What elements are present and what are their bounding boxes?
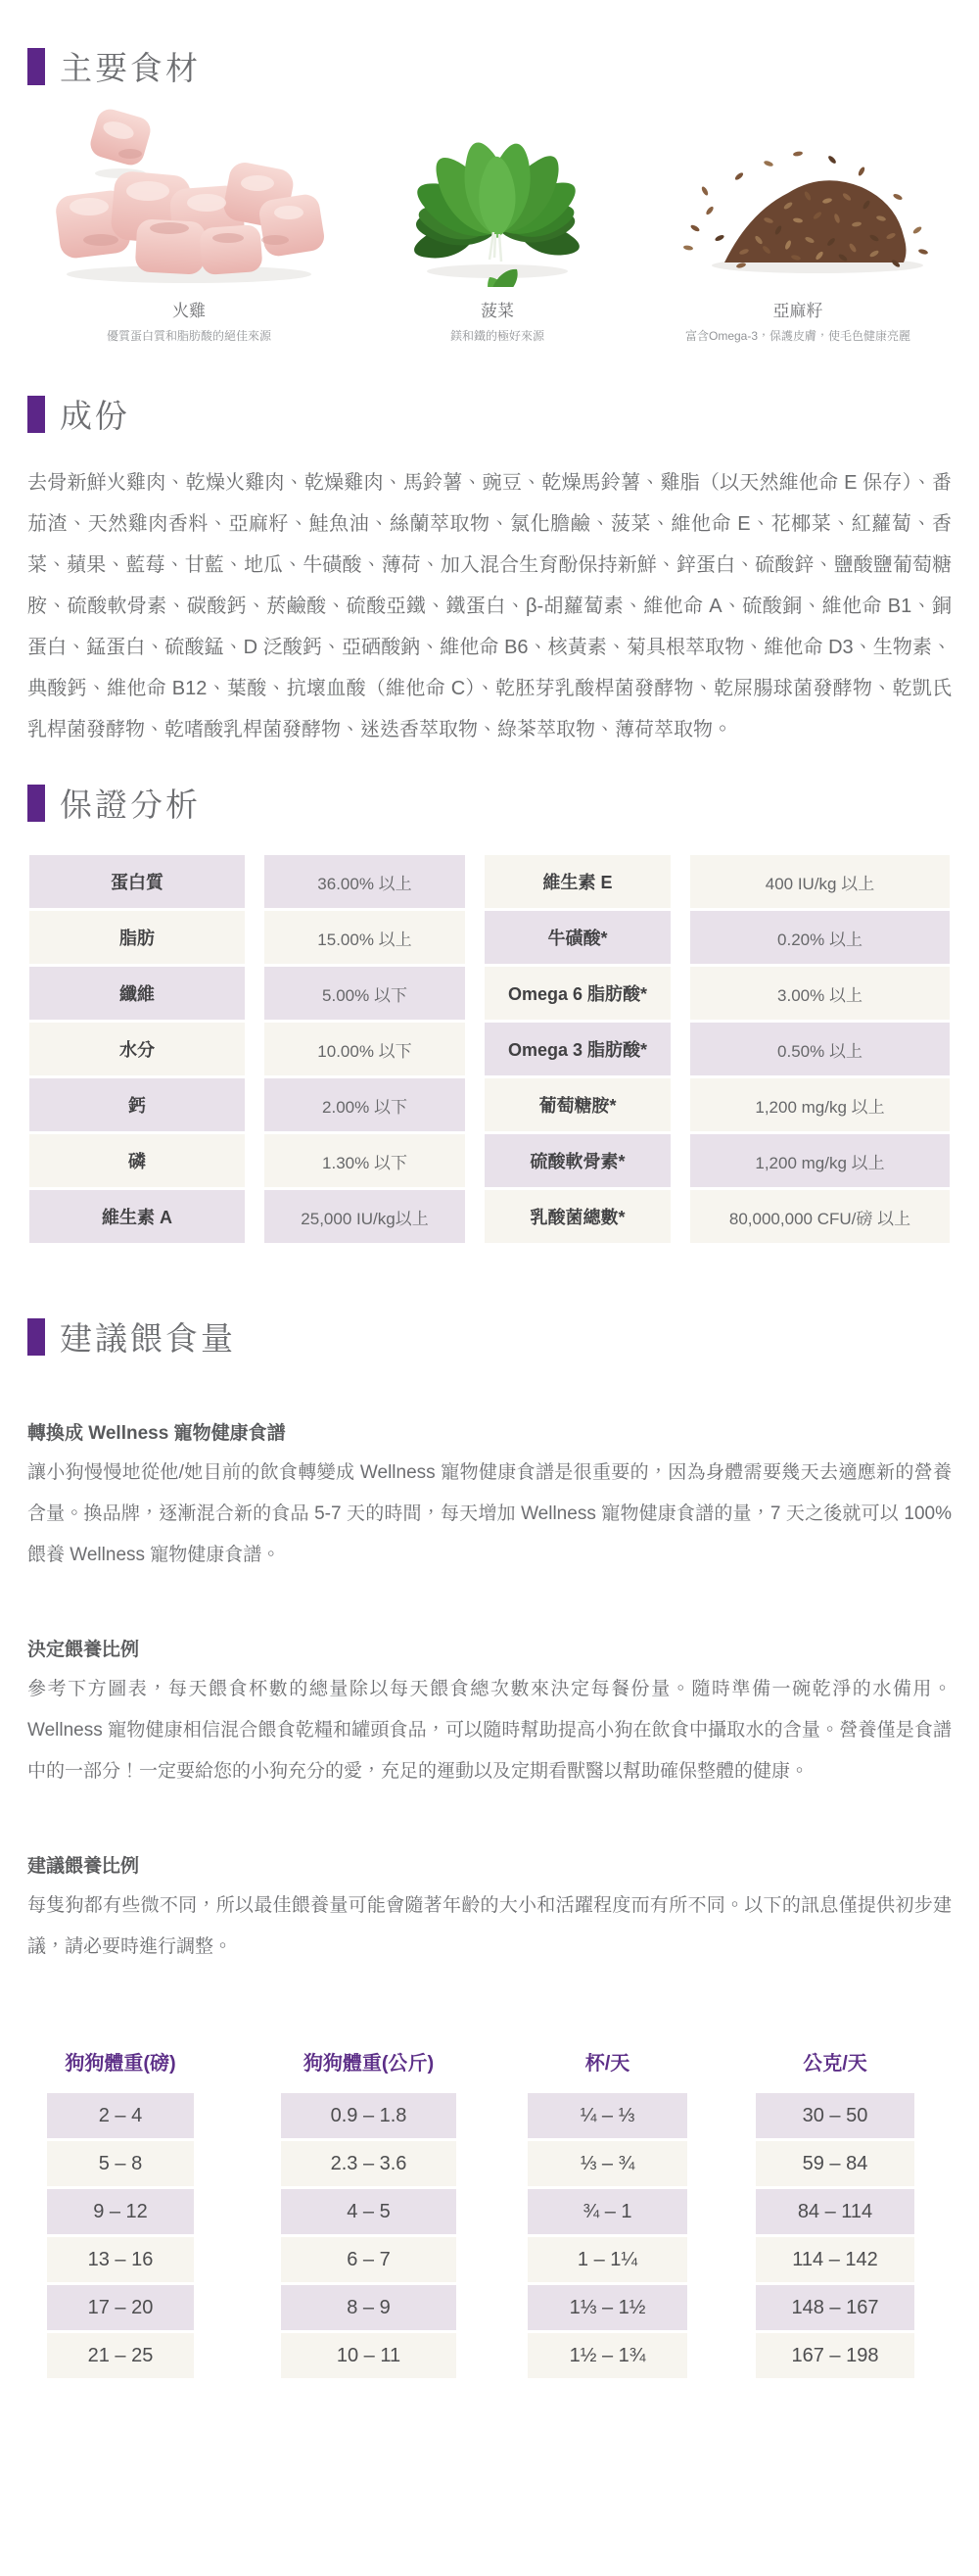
spinach-photo: [350, 103, 644, 287]
analysis-label: Omega 3 脂肪酸*: [485, 1023, 671, 1075]
column-header-weight-lb: 狗狗體重(磅): [65, 2052, 176, 2075]
feeding-table: [27, 2046, 952, 2378]
analysis-label: 葡萄糖胺*: [485, 1078, 671, 1131]
analysis-value: 0.20% 以上: [690, 911, 950, 964]
ingredient-card-turkey: [27, 103, 350, 344]
feeding-paragraph-recommend: [27, 1851, 952, 1968]
table-cell: 8 – 9: [281, 2285, 456, 2330]
analysis-label: 水分: [29, 1023, 245, 1075]
table-cell: 2 – 4: [47, 2093, 194, 2138]
analysis-value: 3.00% 以上: [690, 967, 950, 1020]
feeding-table-row: [47, 2141, 952, 2186]
paragraph-title: 決定餵養比例: [27, 1640, 140, 1660]
table-cell: 21 – 25: [47, 2333, 194, 2378]
analysis-label: 纖維: [29, 967, 245, 1020]
heading-marker-icon: [27, 1318, 45, 1356]
table-cell: 4 – 5: [281, 2189, 456, 2234]
table-cell: ¼ – ⅓: [528, 2093, 687, 2138]
composition-heading: 成份: [60, 398, 130, 434]
ingredient-desc: 鎂和鐵的極好來源: [449, 329, 544, 343]
feeding-paragraph-portion: [27, 1635, 952, 1792]
column-header-grams-per-day: 公克/天: [803, 2052, 867, 2075]
feeding-heading-row: [27, 1313, 952, 1360]
turkey-meat-icon: [42, 103, 336, 287]
table-cell: 148 – 167: [756, 2285, 914, 2330]
paragraph-body: 參考下方圖表，每天餵食杯數的總量除以每天餵食總次數來決定每餐份量。隨時準備一碗乾淨的水備用。Wellness 寵物健康相信混合餵食乾糧和罐頭食品，可以隨時幫助提高小狗在飲食中攝取水的含量。營養僅是食譜中的一部分！一定要給您的小狗充分的愛，充足的運動以及定期看獸醫以幫助確保整體的健康。: [27, 1679, 952, 1782]
table-cell: 59 – 84: [756, 2141, 914, 2186]
table-cell: 84 – 114: [756, 2189, 914, 2234]
composition-heading-row: [27, 391, 952, 437]
section-guaranteed-analysis: [27, 780, 952, 1243]
analysis-value: 25,000 IU/kg以上: [264, 1190, 465, 1243]
ingredient-cards-row: [27, 103, 952, 344]
table-cell: 5 – 8: [47, 2141, 194, 2186]
analysis-label: 鈣: [29, 1078, 245, 1131]
spinach-icon: [350, 103, 644, 287]
analysis-value: 400 IU/kg 以上: [690, 855, 950, 908]
feeding-table-row: [47, 2285, 952, 2330]
section-feeding-guide: [27, 1313, 952, 2378]
table-cell: 17 – 20: [47, 2285, 194, 2330]
table-cell: ⅓ – ¾: [528, 2141, 687, 2186]
table-cell: 6 – 7: [281, 2237, 456, 2282]
analysis-label: 磷: [29, 1134, 245, 1187]
table-cell: 10 – 11: [281, 2333, 456, 2378]
paragraph-title: 建議餵養比例: [27, 1856, 140, 1877]
analysis-value: 5.00% 以下: [264, 967, 465, 1020]
table-cell: 167 – 198: [756, 2333, 914, 2378]
ingredient-desc: 優質蛋白質和脂肪酸的絕佳來源: [106, 329, 271, 343]
flaxseed-caption: [644, 297, 952, 344]
feeding-table-row: [47, 2237, 952, 2282]
column-header-weight-kg: 狗狗體重(公斤): [303, 2052, 435, 2075]
analysis-label: 蛋白質: [29, 855, 245, 908]
analysis-value: 1.30% 以下: [264, 1134, 465, 1187]
turkey-caption: [27, 297, 350, 344]
feeding-table-row: [47, 2093, 952, 2138]
analysis-heading: 保證分析: [60, 787, 201, 823]
analysis-value: 1,200 mg/kg 以上: [690, 1078, 950, 1131]
ingredient-card-spinach: [350, 103, 644, 344]
analysis-label: 乳酸菌總數*: [485, 1190, 671, 1243]
analysis-label: 脂肪: [29, 911, 245, 964]
feeding-table-row: [47, 2333, 952, 2378]
feeding-heading: 建議餵食量: [60, 1320, 236, 1357]
turkey-photo: [27, 103, 350, 287]
analysis-label: 維生素 A: [29, 1190, 245, 1243]
paragraph-body: 讓小狗慢慢地從他/她目前的飲食轉變成 Wellness 寵物健康食譜是很重要的，因為身體需要幾天去適應新的營養含量。換品牌，逐漸混合新的食品 5-7 天的時間，每天增加 Wellness 寵物健康食譜的量，7 天之後就可以 100% 餵養 Wellness 寵物健康食譜。: [27, 1462, 952, 1565]
feeding-table-header-row: [47, 2046, 952, 2075]
table-cell: 9 – 12: [47, 2189, 194, 2234]
analysis-value: 1,200 mg/kg 以上: [690, 1134, 950, 1187]
analysis-label: 維生素 E: [485, 855, 671, 908]
heading-marker-icon: [27, 396, 45, 433]
analysis-value: 10.00% 以下: [264, 1023, 465, 1075]
feeding-table-row: [47, 2189, 952, 2234]
table-cell: 13 – 16: [47, 2237, 194, 2282]
heading-marker-icon: [27, 48, 45, 85]
feeding-paragraph-transition: [27, 1418, 952, 1576]
analysis-value: 80,000,000 CFU/磅 以上: [690, 1190, 950, 1243]
heading-marker-icon: [27, 785, 45, 822]
section-composition: [27, 391, 952, 750]
analysis-value: 36.00% 以上: [264, 855, 465, 908]
ingredient-name: 菠菜: [481, 302, 514, 320]
ingredient-name: 火雞: [172, 302, 206, 320]
table-cell: 2.3 – 3.6: [281, 2141, 456, 2186]
analysis-value: 2.00% 以下: [264, 1078, 465, 1131]
analysis-label: Omega 6 脂肪酸*: [485, 967, 671, 1020]
analysis-heading-row: [27, 780, 952, 826]
analysis-label: 硫酸軟骨素*: [485, 1134, 671, 1187]
main-ingredients-heading-row: [27, 43, 952, 89]
analysis-value: 0.50% 以上: [690, 1023, 950, 1075]
table-cell: 1 – 1¼: [528, 2237, 687, 2282]
analysis-table: [29, 855, 952, 1243]
table-cell: 0.9 – 1.8: [281, 2093, 456, 2138]
ingredient-card-flaxseed: [644, 103, 952, 344]
analysis-value: 15.00% 以上: [264, 911, 465, 964]
spinach-caption: [350, 297, 644, 344]
section-main-ingredients: [27, 0, 952, 344]
analysis-label: 牛磺酸*: [485, 911, 671, 964]
ingredient-desc: 富含Omega-3，保護皮膚，使毛色健康亮麗: [684, 329, 911, 343]
ingredient-name: 亞麻籽: [772, 302, 823, 320]
column-header-cups-per-day: 杯/天: [584, 2052, 630, 2075]
table-cell: 30 – 50: [756, 2093, 914, 2138]
table-cell: 1⅓ – 1½: [528, 2285, 687, 2330]
main-ingredients-heading: 主要食材: [60, 50, 201, 86]
flaxseed-icon: [651, 103, 945, 287]
paragraph-title: 轉換成 Wellness 寵物健康食譜: [27, 1423, 286, 1444]
table-cell: ¾ – 1: [528, 2189, 687, 2234]
composition-text: 去骨新鮮火雞肉、乾燥火雞肉、乾燥雞肉、馬鈴薯、豌豆、乾燥馬鈴薯、雞脂（以天然維他命 E 保存）、番茄渣、天然雞肉香料、亞麻籽、鮭魚油、絲蘭萃取物、氯化膽鹼、菠菜、維他命 E、花椰菜、紅蘿蔔、香菜、蘋果、藍莓、甘藍、地瓜、牛磺酸、薄荷、加入混合生育酚保持新鮮、鋅蛋白、硫酸鋅、鹽酸鹽葡萄糖胺、硫酸軟骨素、碳酸鈣、菸鹼酸、硫酸亞鐵、鐵蛋白、β-胡蘿蔔素、維他命 A、硫酸銅、維他命 B1、銅蛋白、錳蛋白、硫酸錳、D 泛酸鈣、亞硒酸鈉、維他命 B6、核黃素、菊具根萃取物、維他命 D3、生物素、典酸鈣、維他命 B12、葉酸、抗壞血酸（維他命 C）、乾胚芽乳酸桿菌發酵物、乾屎腸球菌發酵物、乾凱氏乳桿菌發酵物、乾嗜酸乳桿菌發酵物、迷迭香萃取物、綠茶萃取物、薄荷萃取物。: [27, 472, 952, 740]
table-cell: 1½ – 1¾: [528, 2333, 687, 2378]
paragraph-body: 每隻狗都有些微不同，所以最佳餵養量可能會隨著年齡的大小和活躍程度而有所不同。以下的訊息僅提供初步建議，請必要時進行調整。: [27, 1895, 952, 1957]
flaxseed-photo: [644, 103, 952, 287]
table-cell: 114 – 142: [756, 2237, 914, 2282]
